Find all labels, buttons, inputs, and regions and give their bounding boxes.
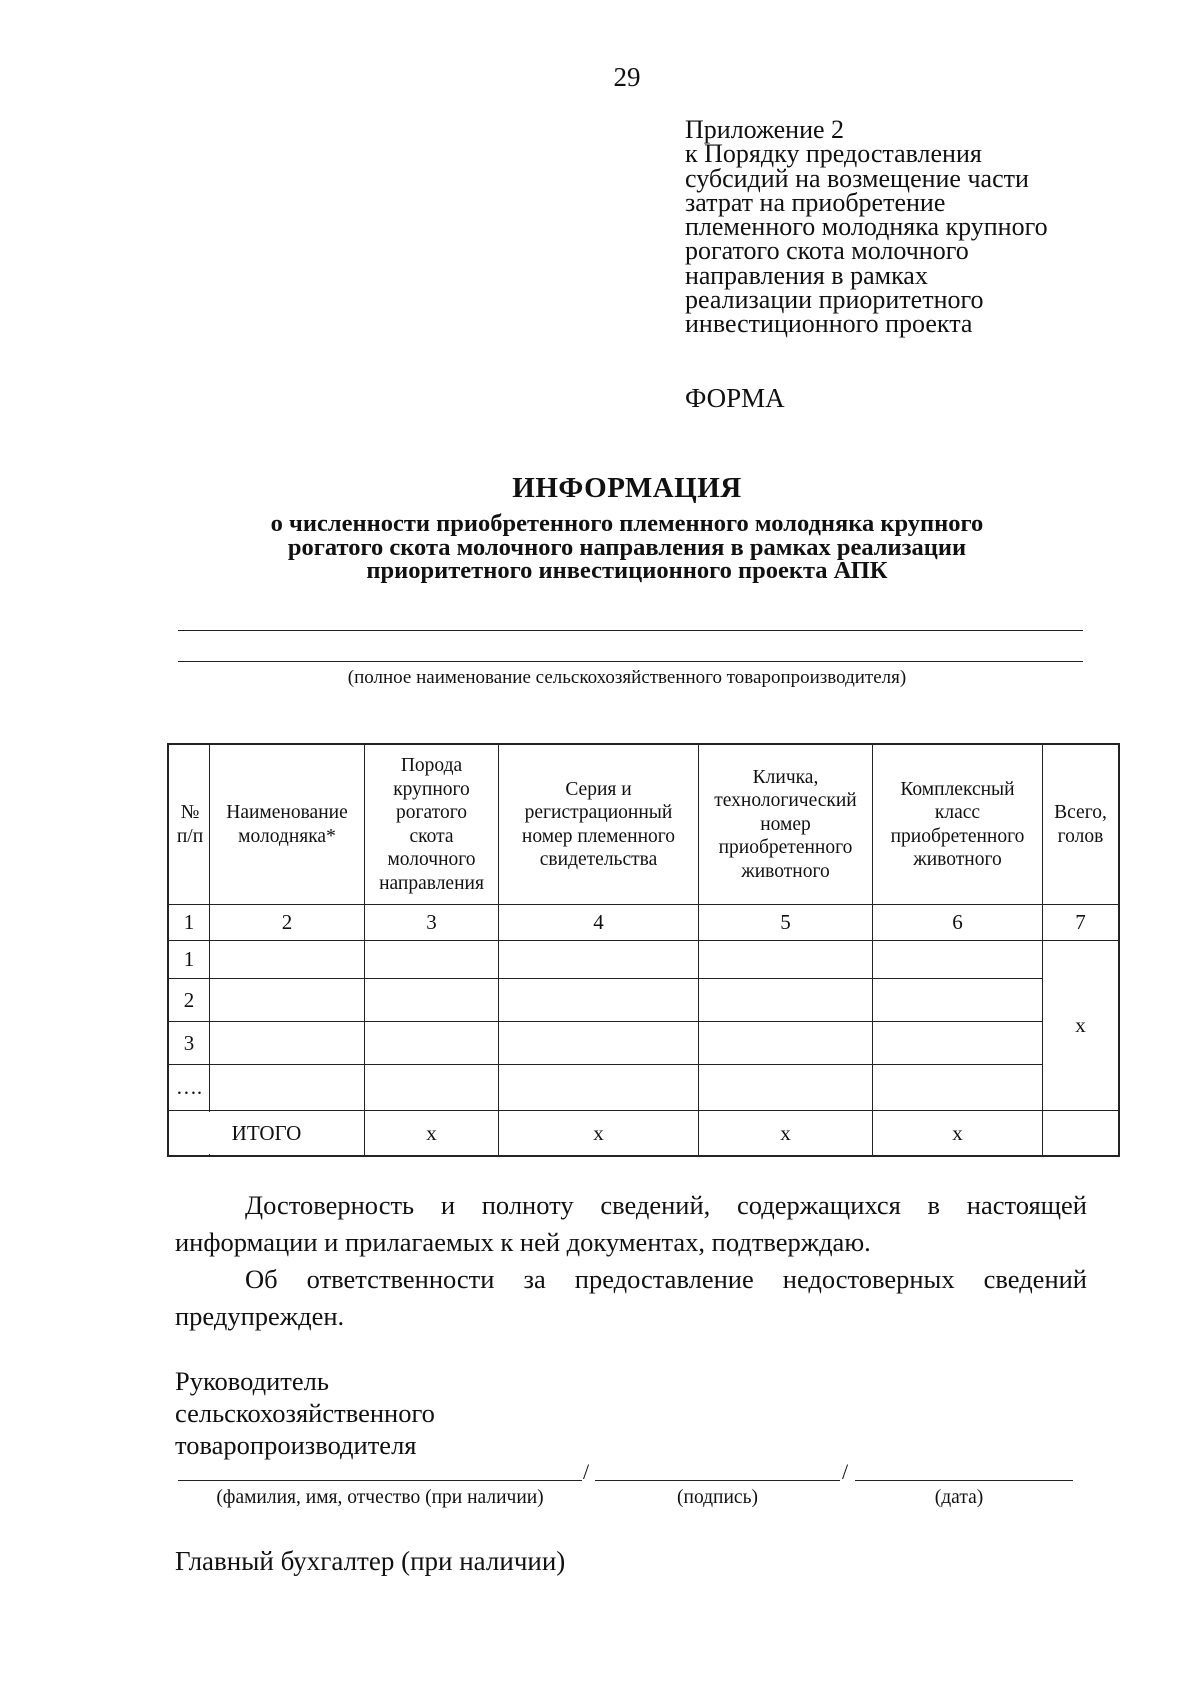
appendix-line: направления в рамках [685, 260, 928, 290]
responsibility-paragraph [175, 1261, 1087, 1335]
livestock-table [167, 743, 1120, 1157]
appendix-line: субсидий на возмещение части [685, 163, 1029, 193]
appendix-line: Приложение 2 [685, 115, 845, 144]
column-number: 7 [1075, 910, 1086, 934]
column-number: 1 [183, 910, 195, 934]
row-number: 1 [183, 947, 195, 971]
appendix-block [685, 115, 1185, 339]
subtitle-line: приоритетного инвестиционного проекта АПК [366, 557, 888, 584]
date-caption: (дата) [934, 1487, 984, 1508]
total-x: x [426, 1120, 437, 1145]
appendix-line: рогатого скота молочного [685, 236, 969, 266]
appendix-line: к Порядку предоставления [685, 139, 982, 169]
column-number: 6 [952, 910, 963, 934]
header-cell-nickname: Кличка, технологический номер приобретенного животного [714, 766, 857, 882]
responsibility-text: Об ответственности за предоставление недостоверных сведений предупрежден. [175, 1264, 1087, 1331]
fio-line[interactable] [178, 1480, 582, 1481]
appendix-line: реализации приоритетного [685, 285, 984, 315]
signer-line: товаропроизводителя [175, 1430, 417, 1460]
signature-separator: / [842, 1459, 849, 1484]
total-x: x [952, 1120, 963, 1145]
producer-name-line-2[interactable] [178, 661, 1083, 662]
total-label: ИТОГО [231, 1120, 302, 1145]
header-cell-breed: Порода крупного рогатого скота молочного направления [379, 755, 484, 894]
column-number: 2 [281, 910, 293, 934]
sign-caption: (подпись) [677, 1487, 758, 1508]
table-hline [169, 1064, 1042, 1065]
merged-total-cell: x [1075, 1013, 1086, 1037]
signature-line[interactable] [595, 1480, 840, 1481]
confirmation-paragraph [175, 1187, 1087, 1261]
column-number: 5 [780, 910, 791, 934]
column-number: 3 [426, 910, 437, 934]
signer-block [175, 1365, 435, 1461]
appendix-line: затрат на приобретение [685, 187, 946, 217]
header-cell-class: Комплексный класс приобретенного животного [890, 778, 1025, 870]
subtitle-line: рогатого скота молочного направления в рамках реализации [287, 533, 967, 561]
appendix-line: племенного молодняка крупного [685, 212, 1048, 242]
fio-caption: (фамилия, имя, отчество (при наличии) [216, 1487, 544, 1508]
producer-name-line-1[interactable] [178, 630, 1083, 631]
row-number: …. [175, 1075, 203, 1099]
appendix-line: инвестиционного проекта [685, 309, 973, 339]
total-x: x [780, 1120, 791, 1145]
page-number: 29 [613, 62, 641, 92]
table-hline [169, 1021, 1042, 1022]
document-subtitle [0, 512, 1200, 583]
form-label: ФОРМА [685, 383, 785, 413]
signer-line: Руководитель [175, 1366, 329, 1396]
producer-caption: (полное наименование сельскохозяйственного товаропроизводителя) [347, 667, 907, 688]
document-title: ИНФОРМАЦИЯ [512, 472, 742, 504]
column-number: 4 [593, 910, 604, 934]
signer-line: сельскохозяйственного [175, 1398, 435, 1428]
header-cell-number: № п/п [176, 802, 204, 847]
chief-accountant-label: Главный бухгалтер (при наличии) [175, 1546, 566, 1576]
subtitle-line: о численности приобретенного племенного молодняка крупного [270, 510, 984, 537]
total-x: x [593, 1120, 604, 1145]
header-cell-certificate: Серия и регистрационный номер племенного свидетельства [521, 778, 676, 870]
row-number: 3 [183, 1030, 195, 1055]
confirmation-text: Достоверность и полноту сведений, содержащихся в настоящей информации и прилагаемых к ней документах, подтверждаю. [175, 1190, 1087, 1257]
date-line[interactable] [855, 1480, 1073, 1481]
table-hline [169, 978, 1042, 979]
table-hline [169, 940, 1118, 941]
header-cell-name: Наименование молодняка* [226, 802, 348, 847]
signature-separator: / [583, 1459, 590, 1484]
row-number: 2 [183, 987, 195, 1012]
header-cell-total: Всего, голов [1054, 802, 1107, 847]
